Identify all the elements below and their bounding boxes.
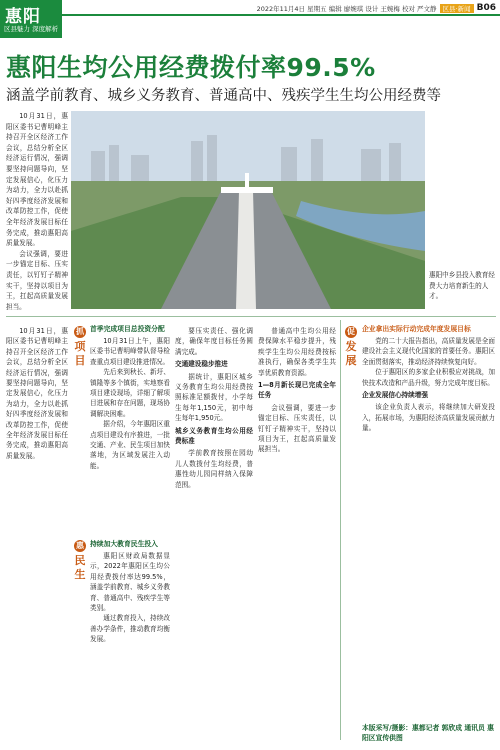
paragraph: 据统计，惠阳区城乡义务教育生均公用经费按照标准足额拨付，小学每生每年1,150元，初中每生每年1,950元。 xyxy=(175,372,253,423)
paragraph: 普通高中生均公用经费保障水平稳步提升，残疾学生生均公用经费按标准执行，确保各类学生共享优质教育资源。 xyxy=(258,327,336,377)
column-divider xyxy=(340,320,341,740)
lead-paragraph: 会议强调，要进一步锚定目标、压实责任，以钉钉子精神实干，坚持以项目为王，扛起高质量发展担当。 xyxy=(6,249,68,311)
city-photo-art xyxy=(71,111,425,309)
subheading: 企业发展信心持续增强 xyxy=(362,391,428,400)
brand-title: 惠阳 xyxy=(5,7,41,27)
paragraph: 要压实责任、强化调度，确保年度目标任务圆满完成。 xyxy=(175,327,253,356)
article-column xyxy=(362,336,495,716)
section-title: 持续加大教育民生投入 xyxy=(90,540,158,548)
section-title: 企业拿出实际行动完成年度发展目标 xyxy=(362,325,471,333)
paragraph: 10月31日上午，惠阳区委书记曹明峰带队督导检查重点项目建设推进情况。 xyxy=(90,337,170,366)
paragraph: 惠阳区财政局数据显示，2022年惠阳区生均公用经费拨付率达99.5%，涵盖学前教育、城乡义务教育、普通高中、残疾学生等类别。 xyxy=(90,552,170,613)
tag-label: 发展 xyxy=(345,340,357,367)
article-column xyxy=(90,551,170,741)
subheading: 交通建设稳步推进 xyxy=(175,360,228,369)
brand-subtitle: 区县魅力 深度解析 xyxy=(4,25,59,33)
page-number: B06 xyxy=(476,3,496,13)
tag-dot: 促 xyxy=(347,327,355,336)
tag-project xyxy=(73,326,87,368)
photo-caption: 惠阳中乡县投入教育经费大力培育新生的人才。 xyxy=(429,271,495,301)
masthead-rule xyxy=(62,14,500,16)
paragraph: 位于惠阳区的多家企业积极应对挑战，加快技术改造和产品升级，努力完成年度目标。 xyxy=(362,368,495,387)
section-badge: 区县·新闻 xyxy=(440,4,474,13)
tag-livelihood xyxy=(73,540,87,582)
masthead xyxy=(0,0,500,38)
tag-label: 项目 xyxy=(74,340,86,367)
dateline: 2022年11月4日 星期五 编辑 廖婉琪 设计 王婉梅 校对 严文静 xyxy=(256,4,437,13)
subheading: 城乡义务教育生均公用经费标准 xyxy=(175,426,253,446)
tag-label: 民生 xyxy=(74,554,86,581)
lead-column xyxy=(6,111,68,312)
city-photo xyxy=(71,111,425,309)
tag-dot: 抓 xyxy=(76,327,84,336)
section-title: 首季完成项目总投资分配 xyxy=(90,325,165,333)
section-divider xyxy=(6,316,496,317)
paragraph: 先后来到秋长、新圩、镇隆等多个镇街，实地察看项目建设现场，详细了解项目进展和存在问题，现场协调解决困难。 xyxy=(90,368,170,418)
tag-development xyxy=(344,326,358,368)
tag-dot: 惠 xyxy=(76,541,84,550)
byline: 本版采写/摄影：惠都记者 郭欣成 通讯员 惠阳区宣传供图 xyxy=(362,724,494,742)
article-column xyxy=(90,336,170,531)
paragraph: 会议强调，要进一步锚定目标、压实责任，以钉钉子精神实干，坚持以项目为王，扛起高质量发展担当。 xyxy=(258,403,336,454)
paragraph: 该企业负责人表示，将继续加大研发投入，拓展市场，为惠阳经济高质量发展贡献力量。 xyxy=(362,403,495,433)
paragraph: 党的二十大报告指出，高质量发展是全面建设社会主义现代化国家的首要任务。惠阳区全面贯彻落实，推动经济持续恢复向好。 xyxy=(362,337,495,366)
paragraph: 学前教育按照在园幼儿人数拨付生均经费，普惠性幼儿园同样纳入保障范围。 xyxy=(175,449,253,489)
lead-paragraph: 10月31日，惠阳区委书记曹明峰主持召开全区经济工作会议，总结分析全区经济运行情况，强调要坚持问题导向，坚定发展信心，化压力为动力，全力以赴抓好四季度经济发展和改革防控工作，促使全年经济发展目标任务完成，推动惠阳高质量发展。 xyxy=(6,112,68,248)
headline: 惠阳生均公用经费拨付率99.5% xyxy=(6,53,376,82)
article-column xyxy=(175,326,253,741)
dateline-bar xyxy=(257,3,496,13)
lead-continued xyxy=(6,326,68,726)
lead-paragraph: 10月31日，惠阳区委书记曹明峰主持召开全区经济工作会议，总结分析全区经济运行情况，强调要坚持问题导向，坚定发展信心，化压力为动力，全力以赴抓好四季度经济发展和改革防控工作，促使全年经济发展目标任务完成，推动惠阳高质量发展。 xyxy=(6,327,68,460)
paragraph: 通过教育投入，持续改善办学条件，推动教育均衡发展。 xyxy=(90,614,170,644)
subheadline: 涵盖学前教育、城乡义务教育、普通高中、残疾学生生均公用经费等 xyxy=(6,88,441,104)
paragraph: 据介绍，今年惠阳区重点项目建设有序推进，一批交通、产业、民生项目加快落地，为区域发展注入动能。 xyxy=(90,420,170,470)
brand-box xyxy=(0,0,62,38)
article-column xyxy=(258,326,336,741)
subheading: 1—8月新长现已完成全年任务 xyxy=(258,381,336,400)
